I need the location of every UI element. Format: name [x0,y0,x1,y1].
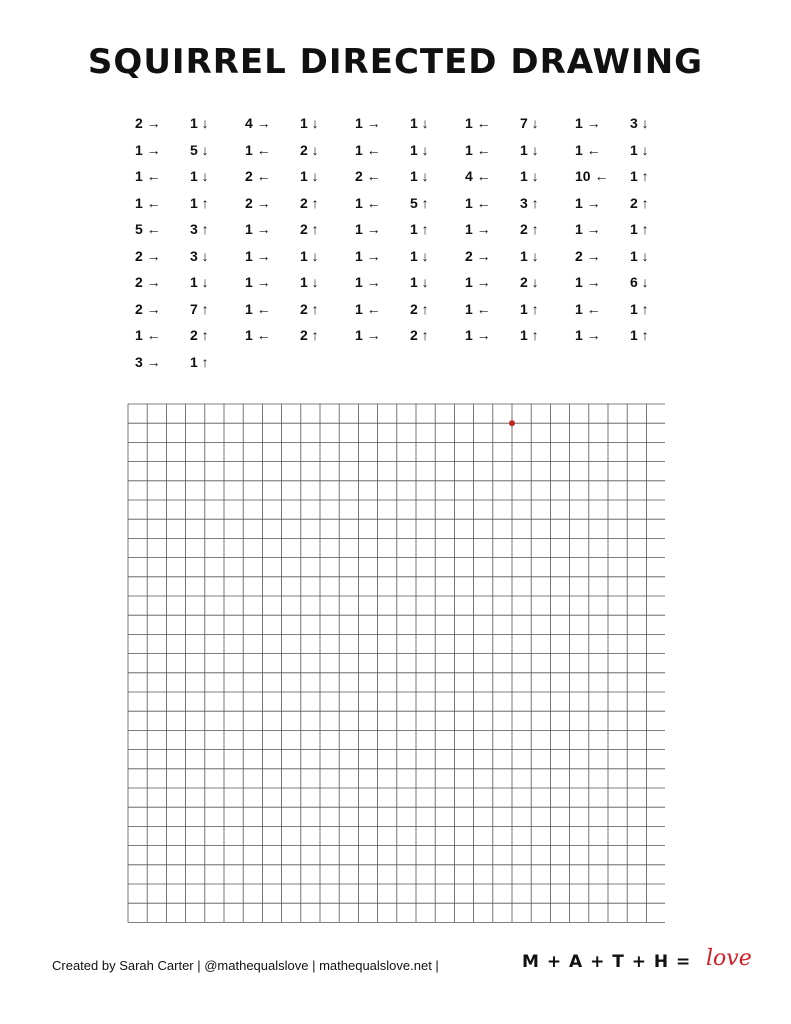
direction-step: 1 ↓ [410,247,429,264]
direction-step: 1 ↑ [520,300,539,317]
direction-step: 1 ↑ [630,300,649,317]
direction-step: 1 ← [575,300,601,317]
direction-step: 1 ↓ [190,115,209,131]
direction-step: 2 ↑ [190,327,209,343]
direction-step: 1 ↓ [300,274,319,290]
direction-step: 1 ↑ [630,168,649,184]
direction-row [135,115,665,142]
direction-step: 2 ↑ [520,221,539,237]
direction-row [135,168,665,195]
direction-step: 2 → [135,247,161,264]
direction-step: 1 → [465,327,491,343]
grid-svg [127,403,665,925]
direction-step: 1 ↓ [630,247,649,264]
direction-step: 5 ↓ [190,141,209,158]
direction-step: 2 → [135,300,161,317]
direction-step: 1 → [355,274,381,290]
direction-step: 1 ↓ [410,274,429,290]
direction-step: 2 → [135,115,161,131]
direction-step: 1 → [465,221,491,237]
direction-step: 2 → [135,274,161,290]
direction-step: 1 → [575,221,601,237]
direction-step: 2 ↑ [300,327,319,343]
direction-step: 1 ↓ [190,274,209,290]
brand-logo-letters: M + A + T + H = [522,952,692,972]
direction-step: 1 ↑ [520,327,539,343]
direction-step: 1 → [465,274,491,290]
direction-step: 2 ↑ [300,194,319,211]
direction-step: 4 → [245,115,271,131]
direction-step: 1 → [575,115,601,131]
page-title: SQUIRREL DIRECTED DRAWING [87,42,704,82]
direction-step: 1 ← [465,300,491,317]
direction-step: 7 ↑ [190,300,209,317]
direction-step: 2 ↑ [630,194,649,211]
direction-step: 1 → [135,141,161,158]
direction-step: 1 ← [135,327,161,343]
direction-step: 1 ← [355,194,381,211]
direction-step: 1 → [355,115,381,131]
direction-step: 1 ↓ [410,141,429,158]
direction-step: 4 ← [465,168,491,184]
direction-step: 1 ↑ [630,327,649,343]
direction-step: 1 → [355,221,381,237]
direction-step: 2 → [575,247,601,264]
direction-step: 1 → [355,247,381,264]
direction-step: 1 ← [135,168,161,184]
direction-step: 1 ↓ [520,247,539,264]
direction-step: 1 ← [245,141,271,158]
direction-step: 2 ↑ [300,221,319,237]
direction-step: 5 ← [135,221,161,237]
direction-row [135,274,665,301]
direction-step: 1 ↓ [300,115,319,131]
direction-step: 5 ↑ [410,194,429,211]
direction-step: 3 ↑ [520,194,539,211]
direction-step: 1 ↑ [190,194,209,211]
direction-step: 2 → [245,194,271,211]
direction-step: 1 ↓ [410,115,429,131]
start-point-dot [509,420,515,426]
direction-step: 2 ← [355,168,381,184]
direction-step: 1 ← [355,141,381,158]
direction-row [135,221,665,248]
direction-row [135,354,665,381]
direction-step: 1 ↓ [300,247,319,264]
footer-credit: Created by Sarah Carter | @mathequalslove | mathequalslove.net | [52,958,439,973]
direction-step: 2 ↑ [410,300,429,317]
direction-row [135,248,665,275]
direction-step: 1 → [575,274,601,290]
direction-step: 3 → [135,353,161,370]
brand-logo-love: love [706,946,752,971]
direction-step: 3 ↓ [630,115,649,131]
direction-row [135,327,665,354]
direction-step: 2 ↑ [300,300,319,317]
direction-step: 1 ← [465,115,491,131]
direction-step: 1 ← [465,141,491,158]
direction-step: 3 ↓ [190,247,209,264]
direction-step: 1 ← [575,141,601,158]
direction-step: 2 ↓ [300,141,319,158]
direction-row [135,195,665,222]
direction-step: 1 ↓ [520,141,539,158]
direction-row [135,142,665,169]
direction-step: 1 ↑ [630,221,649,237]
direction-step: 1 ↓ [630,141,649,158]
direction-step: 1 ↓ [410,168,429,184]
direction-step: 1 → [245,221,271,237]
drawing-grid [127,403,665,930]
direction-step: 1 ← [465,194,491,211]
direction-step: 1 ← [245,300,271,317]
direction-step: 1 → [245,247,271,264]
direction-step: 1 → [575,327,601,343]
direction-step: 1 → [575,194,601,211]
direction-step: 1 ← [135,194,161,211]
direction-step: 1 ↓ [520,168,539,184]
direction-step: 1 → [245,274,271,290]
direction-step: 1 ↑ [410,221,429,237]
direction-step: 1 ← [245,327,271,343]
direction-step: 10 ← [575,168,609,184]
direction-step: 6 ↓ [630,274,649,290]
direction-step: 2 ← [245,168,271,184]
direction-step: 2 ↑ [410,327,429,343]
direction-step: 7 ↓ [520,115,539,131]
direction-step: 2 ↓ [520,274,539,290]
direction-step: 3 ↑ [190,221,209,237]
direction-step: 1 ↓ [190,168,209,184]
direction-step: 1 ↓ [300,168,319,184]
directions-table [135,115,665,380]
direction-step: 1 → [355,327,381,343]
direction-row [135,301,665,328]
direction-step: 1 ← [355,300,381,317]
direction-step: 2 → [465,247,491,264]
direction-step: 1 ↑ [190,353,209,370]
